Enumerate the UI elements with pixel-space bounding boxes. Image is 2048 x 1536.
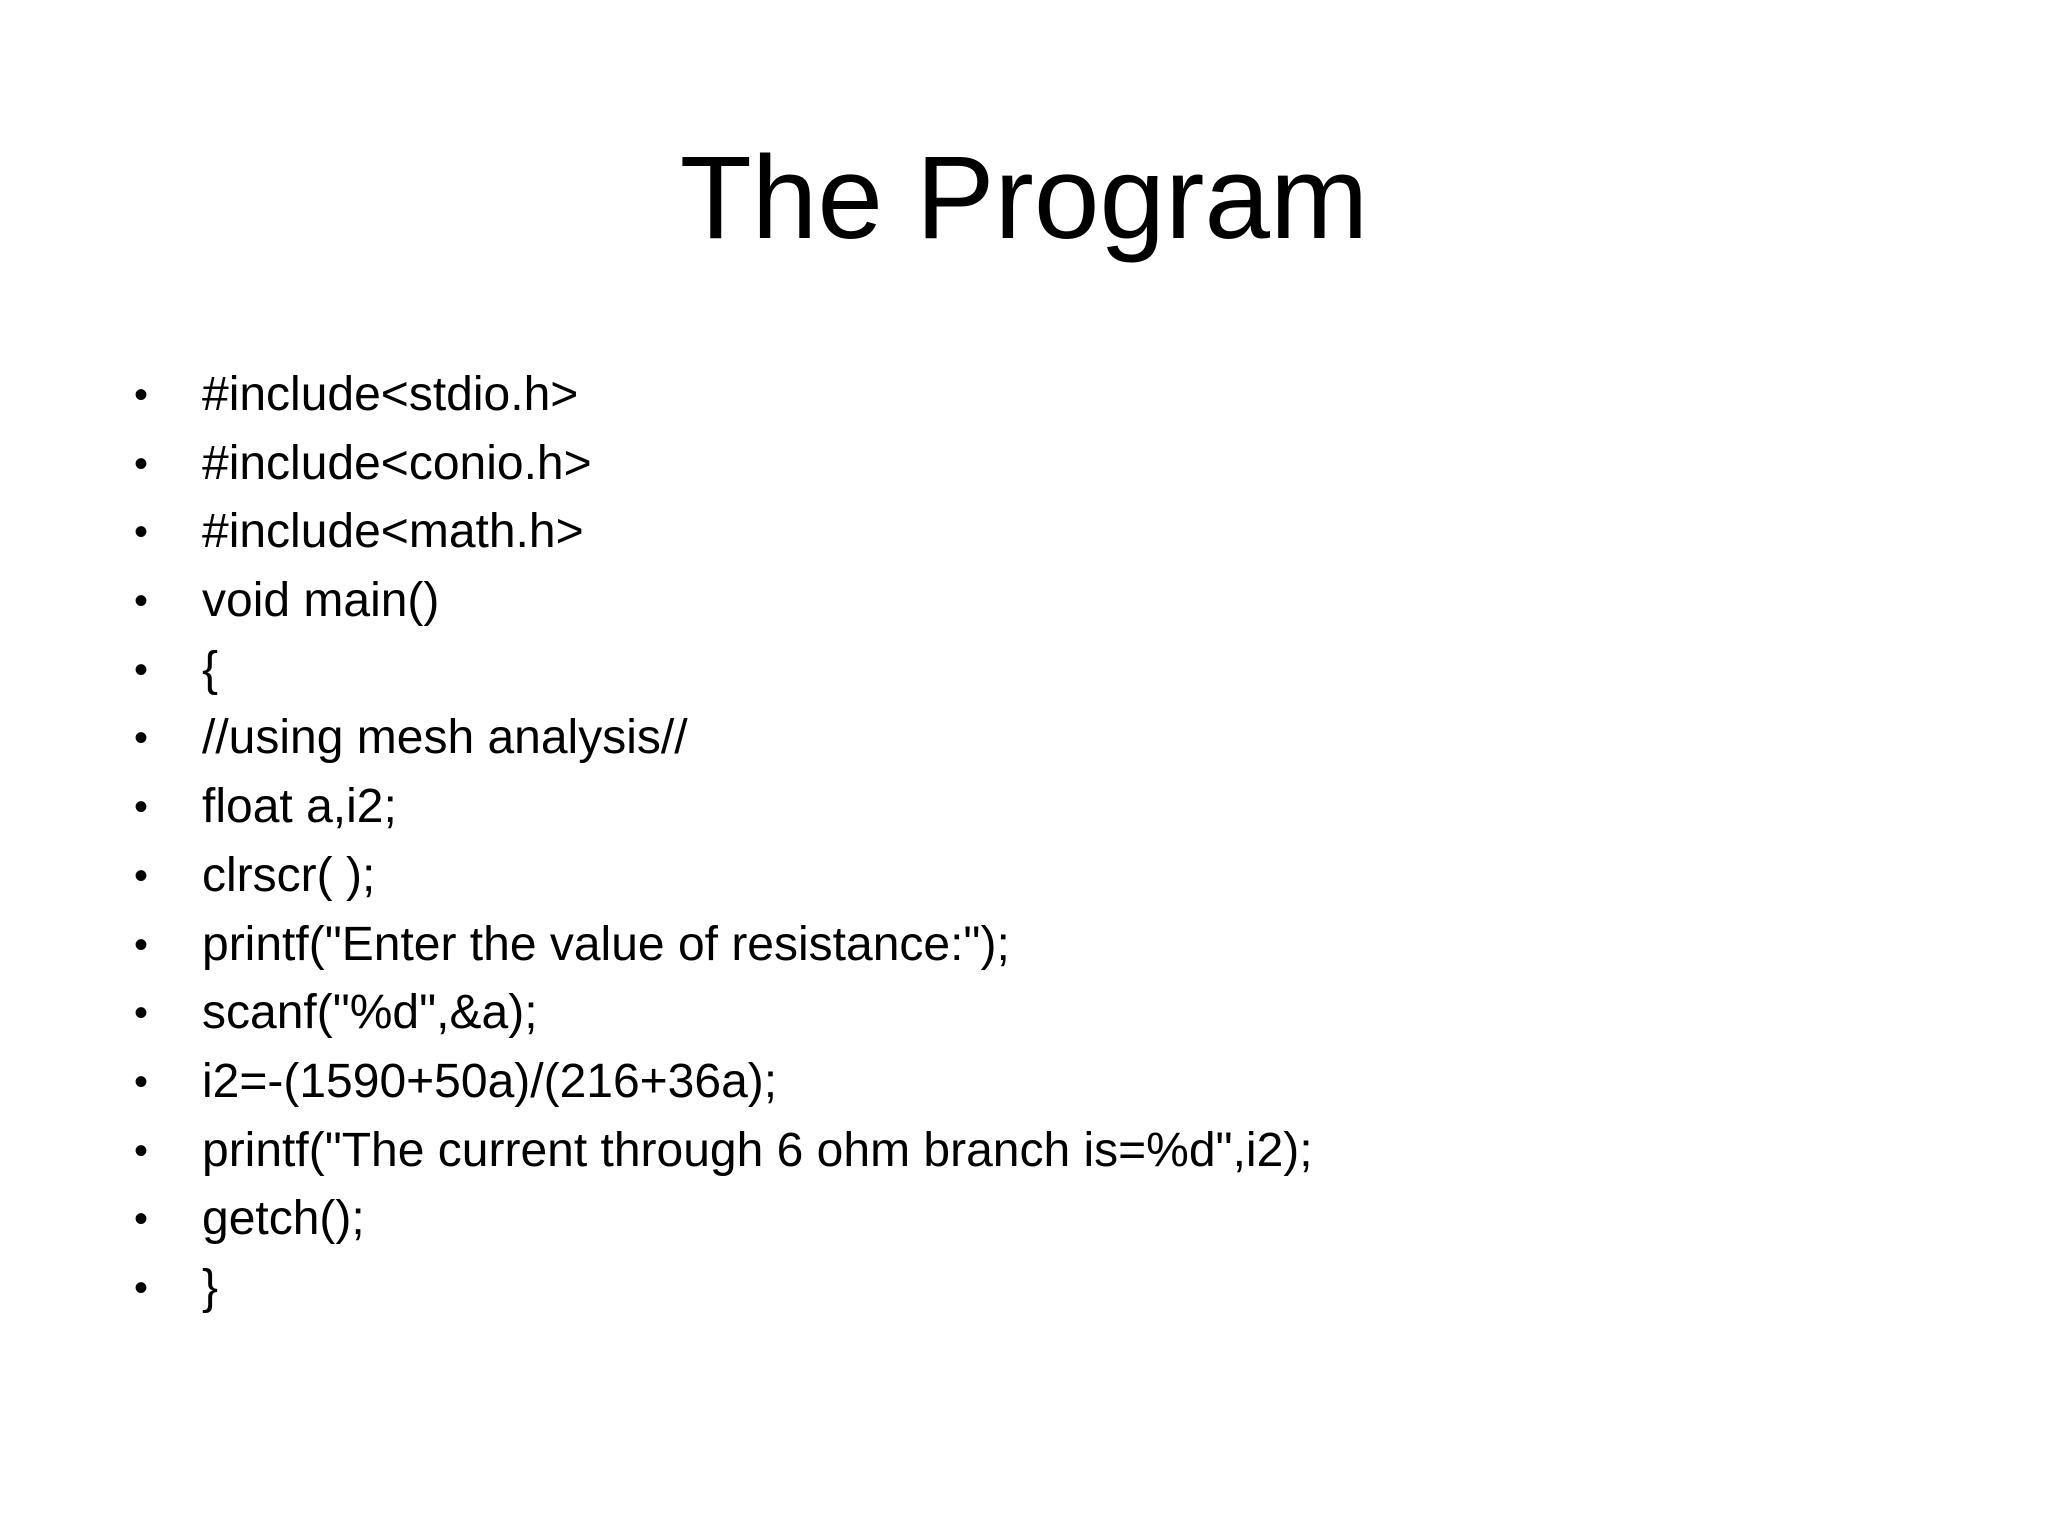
code-line: #include<stdio.h> xyxy=(202,368,579,421)
bullet-icon: • xyxy=(133,991,148,1036)
code-line: #include<conio.h> xyxy=(202,436,592,490)
bullet-icon: • xyxy=(133,373,148,417)
bullet-icon: • xyxy=(133,785,148,830)
bullet-icon: • xyxy=(133,716,148,761)
bullet-icon: • xyxy=(133,922,148,967)
code-line: printf("Enter the value of resistance:"); xyxy=(202,917,1010,971)
bullet-icon: • xyxy=(133,1128,148,1173)
code-line: i2=-(1590+50a)/(216+36a); xyxy=(202,1054,778,1108)
code-line: printf("The current through 6 ohm branch is=%d",i2); xyxy=(202,1123,1313,1177)
bullet-icon: • xyxy=(133,1265,148,1310)
slide-title: The Program xyxy=(679,132,1369,264)
bullet-icon: • xyxy=(133,1197,148,1242)
code-line: scanf("%d",&a); xyxy=(202,986,538,1040)
bullet-icon: • xyxy=(133,1059,148,1104)
code-line: //using mesh analysis// xyxy=(202,711,688,765)
code-line: #include<math.h> xyxy=(202,505,584,559)
code-line: clrscr( ); xyxy=(202,848,376,902)
bullet-icon: • xyxy=(133,510,148,555)
code-line: float a,i2; xyxy=(202,780,397,834)
code-line: } xyxy=(202,1260,219,1314)
bullet-icon: • xyxy=(133,579,148,624)
code-line: getch(); xyxy=(202,1192,365,1246)
bullet-icon: • xyxy=(133,647,148,692)
bullet-icon: • xyxy=(133,853,148,898)
code-line: void main() xyxy=(202,574,440,628)
code-line: { xyxy=(202,642,219,696)
bullet-icon: • xyxy=(133,441,148,486)
